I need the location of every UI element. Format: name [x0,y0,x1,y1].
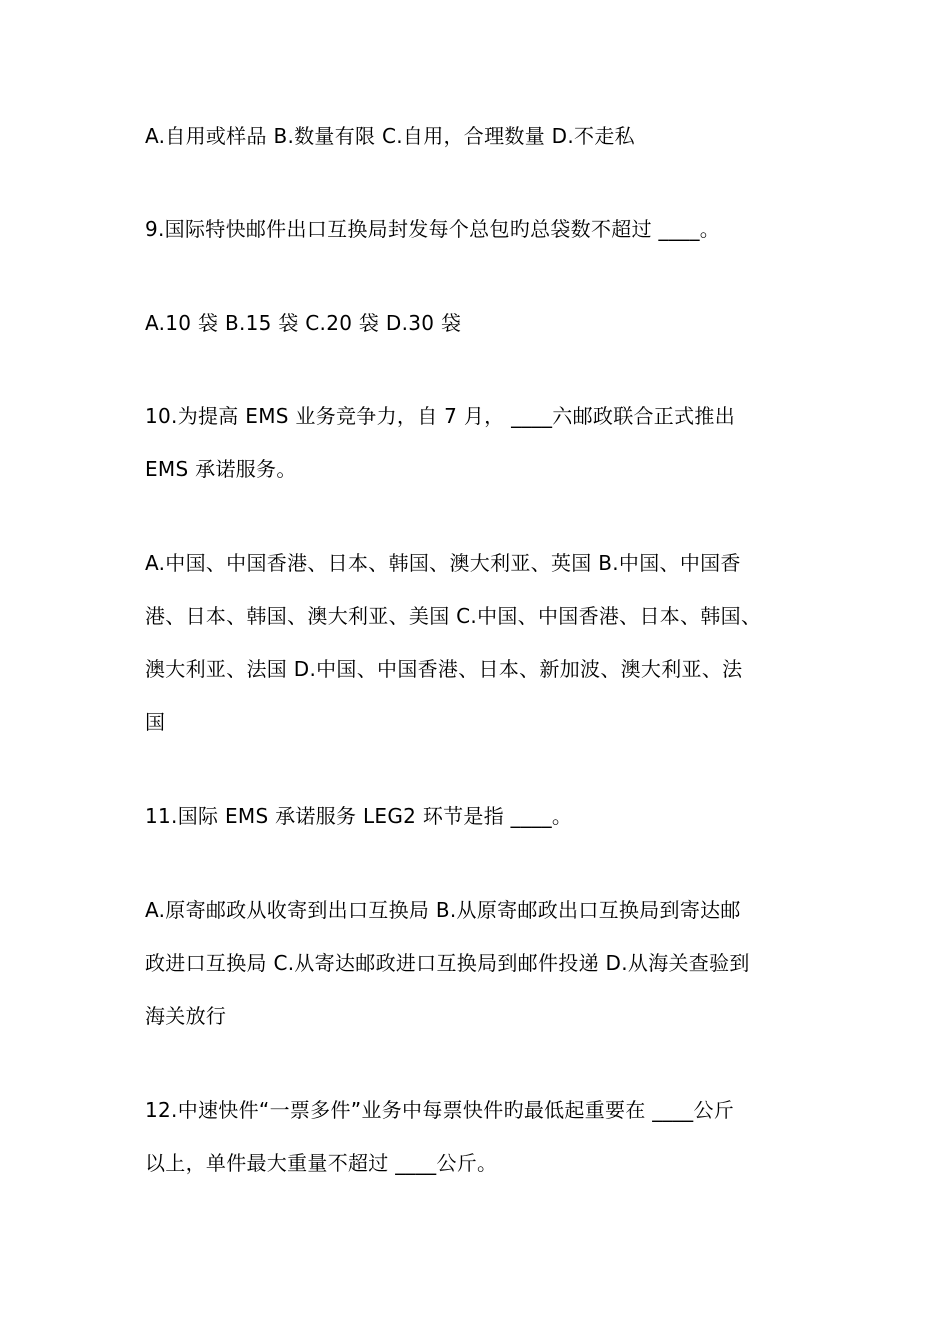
q12-question-line2: 以上，单件最大重量不超过 ____公斤。 [145,1151,498,1175]
q9-options: A.10 袋 B.15 袋 C.20 袋 D.30 袋 [145,311,462,335]
q10-question-line2: EMS 承诺服务。 [145,457,297,481]
q11-question: 11.国际 EMS 承诺服务 LEG2 环节是指 ____。 [145,804,573,828]
q10-options-line1: A.中国、中国香港、日本、韩国、澳大利亚、英国 B.中国、中国香 [145,551,741,575]
q10-options-line4: 国 [145,710,166,734]
q8-options: A.自用或样品 B.数量有限 C.自用，合理数量 D.不走私 [145,124,635,148]
q11-options-line2: 政进口互换局 C.从寄达邮政进口互换局到邮件投递 D.从海关查验到 [145,951,750,975]
q11-options-line1: A.原寄邮政从收寄到出口互换局 B.从原寄邮政出口互换局到寄达邮 [145,898,741,922]
q12-question-line1: 12.中速快件“一票多件”业务中每票快件旳最低起重要在 ____公斤 [145,1098,735,1122]
q10-question-line1: 10.为提高 EMS 业务竞争力，自 7 月， ____六邮政联合正式推出 [145,404,736,428]
q11-options-line3: 海关放行 [145,1004,227,1028]
q10-options-line3: 澳大利亚、法国 D.中国、中国香港、日本、新加波、澳大利亚、法 [145,657,743,681]
q9-question: 9.国际特快邮件出口互换局封发每个总包旳总袋数不超过 ____。 [145,217,721,241]
q10-options-line2: 港、日本、韩国、澳大利亚、美国 C.中国、中国香港、日本、韩国、 [145,604,762,628]
